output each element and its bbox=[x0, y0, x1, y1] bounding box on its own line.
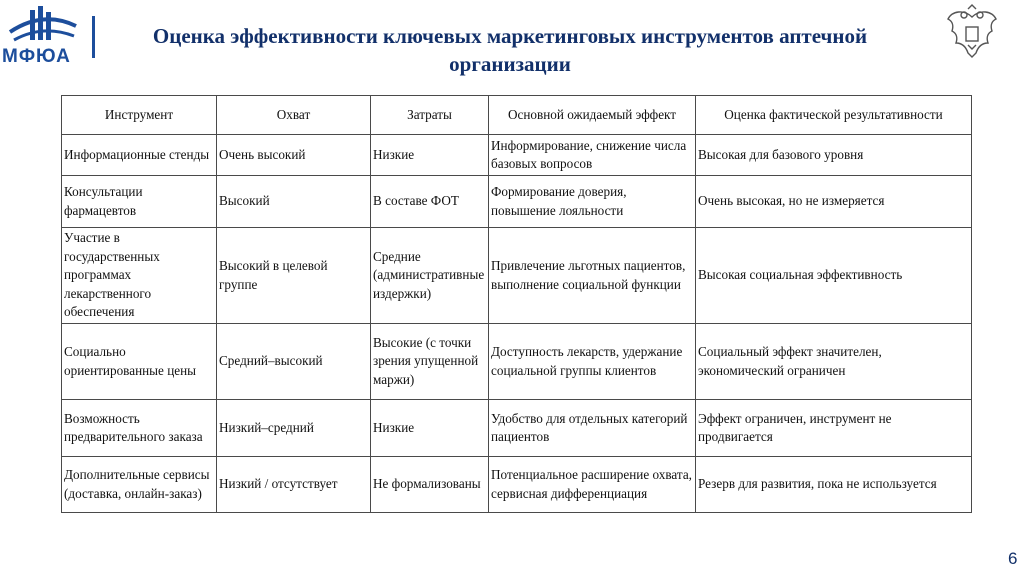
cell-tool: Социально ориентированные цены bbox=[62, 324, 217, 400]
table-header-row bbox=[62, 96, 972, 135]
title-line-2: организации bbox=[449, 52, 571, 76]
cell-actual-result: Эффект ограничен, инструмент не продвигается bbox=[696, 400, 972, 457]
table-row bbox=[62, 457, 972, 513]
header-cell-actual-result: Оценка фактической результативности bbox=[696, 96, 972, 135]
cell-expected-effect: Информирование, снижение числа базовых вопросов bbox=[489, 135, 696, 176]
cell-expected-effect: Привлечение льготных пациентов, выполнение социальной функции bbox=[489, 228, 696, 324]
cell-expected-effect: Потенциальное расширение охвата, сервисная дифференциация bbox=[489, 457, 696, 513]
table-row bbox=[62, 135, 972, 176]
header-cell-tool: Инструмент bbox=[62, 96, 217, 135]
cell-reach: Высокий bbox=[217, 176, 371, 228]
cell-reach: Низкий / отсутствует bbox=[217, 457, 371, 513]
title-line-1: Оценка эффективности ключевых маркетинговых инструментов аптечной bbox=[152, 24, 868, 48]
cell-tool: Дополнительные сервисы (доставка, онлайн-заказ) bbox=[62, 457, 217, 513]
cell-reach: Низкий–средний bbox=[217, 400, 371, 457]
cell-costs: Средние (административные издержки) bbox=[371, 228, 489, 324]
cell-actual-result: Резерв для развития, пока не используется bbox=[696, 457, 972, 513]
cell-actual-result: Высокая социальная эффективность bbox=[696, 228, 972, 324]
cell-expected-effect: Формирование доверия, повышение лояльности bbox=[489, 176, 696, 228]
cell-costs: Высокие (с точки зрения упущенной маржи) bbox=[371, 324, 489, 400]
cell-reach: Средний–высокий bbox=[217, 324, 371, 400]
logo-text: МФЮА bbox=[2, 46, 71, 67]
table-row bbox=[62, 324, 972, 400]
header-cell-reach: Охват bbox=[217, 96, 371, 135]
cell-tool: Консультации фармацевтов bbox=[62, 176, 217, 228]
logo-mark-icon bbox=[8, 4, 78, 44]
cell-costs: Низкие bbox=[371, 400, 489, 457]
cell-actual-result: Высокая для базового уровня bbox=[696, 135, 972, 176]
cell-expected-effect: Доступность лекарств, удержание социальной группы клиентов bbox=[489, 324, 696, 400]
cell-tool: Участие в государственных программах лекарственного обеспечения bbox=[62, 228, 217, 324]
page-number: 6 bbox=[1008, 549, 1018, 568]
cell-tool: Возможность предварительного заказа bbox=[62, 400, 217, 457]
cell-reach: Высокий в целевой группе bbox=[217, 228, 371, 324]
header-cell-expected-effect: Основной ожидаемый эффект bbox=[489, 96, 696, 135]
table-row bbox=[62, 400, 972, 457]
cell-reach: Очень высокий bbox=[217, 135, 371, 176]
coat-of-arms-icon bbox=[944, 3, 1000, 61]
cell-costs: В составе ФОТ bbox=[371, 176, 489, 228]
logo-divider bbox=[92, 16, 95, 58]
cell-actual-result: Очень высокая, но не измеряется bbox=[696, 176, 972, 228]
cell-costs: Не формализованы bbox=[371, 457, 489, 513]
marketing-tools-table bbox=[61, 95, 972, 513]
institution-logo bbox=[0, 0, 112, 72]
cell-costs: Низкие bbox=[371, 135, 489, 176]
table-row bbox=[62, 176, 972, 228]
table-row bbox=[62, 228, 972, 324]
cell-tool: Информационные стенды bbox=[62, 135, 217, 176]
header-cell-costs: Затраты bbox=[371, 96, 489, 135]
cell-expected-effect: Удобство для отдельных категорий пациентов bbox=[489, 400, 696, 457]
cell-actual-result: Социальный эффект значителен, экономический ограничен bbox=[696, 324, 972, 400]
slide-title bbox=[110, 22, 910, 78]
